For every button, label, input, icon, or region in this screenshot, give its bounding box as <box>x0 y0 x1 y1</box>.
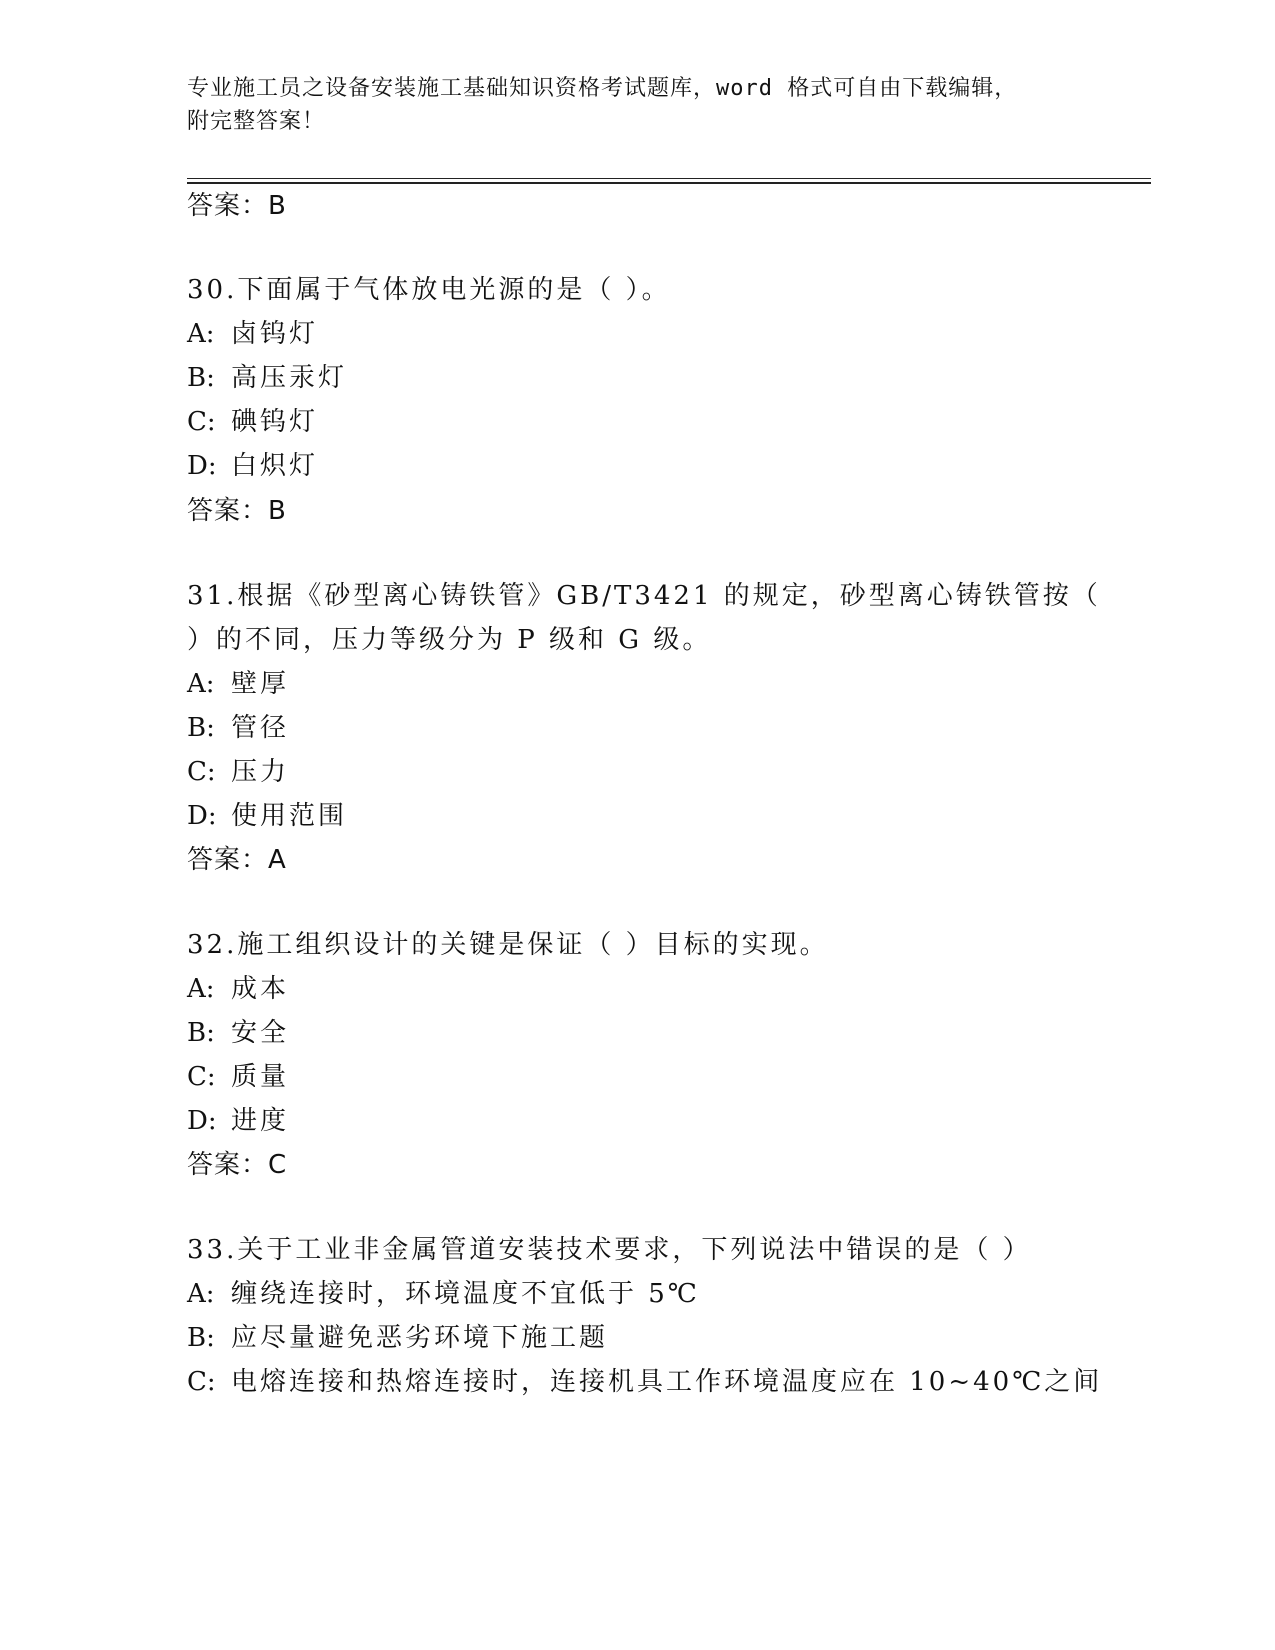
answer-29: 答案：B <box>187 191 287 221</box>
question-31-stem-line-1: 31.根据《砂型离心铸铁管》GB/T3421 的规定，砂型离心铸铁管按（ <box>187 581 1101 611</box>
question-33-option-a <box>187 1278 700 1310</box>
question-30-option-a <box>187 318 318 350</box>
option-letter: B: <box>187 363 215 393</box>
option-text: 安全 <box>231 1018 290 1048</box>
question-30-option-d <box>187 450 318 482</box>
question-32-option-c <box>187 1061 289 1093</box>
option-text: 电熔连接和热熔连接时，连接机具工作环境温度应在 10~40℃之间 <box>231 1367 1103 1397</box>
question-33-stem: 33.关于工业非金属管道安装技术要求，下列说法中错误的是（ ） <box>187 1235 1032 1265</box>
option-letter: D: <box>187 1106 217 1136</box>
option-letter: A: <box>187 319 215 349</box>
option-letter: A: <box>187 1279 215 1309</box>
option-letter: A: <box>187 669 215 699</box>
question-31-option-c <box>187 756 289 788</box>
question-32-option-a <box>187 973 289 1005</box>
header-divider-thick <box>187 182 1151 184</box>
option-text: 应尽量避免恶劣环境下施工题 <box>231 1323 609 1353</box>
answer-32: 答案：C <box>187 1150 288 1180</box>
option-text: 成本 <box>231 974 290 1004</box>
option-text: 缠绕连接时，环境温度不宜低于 5℃ <box>231 1279 700 1309</box>
question-33-option-c <box>187 1366 1102 1398</box>
option-text: 高压汞灯 <box>231 363 348 393</box>
header-line-1: 专业施工员之设备安装施工基础知识资格考试题库，word 格式可自由下载编辑， <box>187 76 1018 101</box>
answer-30: 答案：B <box>187 496 287 526</box>
question-30-option-b <box>187 362 347 394</box>
option-letter: D: <box>187 801 217 831</box>
option-text: 使用范围 <box>231 801 348 831</box>
option-text: 白炽灯 <box>231 451 319 481</box>
option-letter: A: <box>187 974 215 1004</box>
option-text: 卤钨灯 <box>231 319 319 349</box>
document-header <box>187 72 1087 138</box>
question-32-option-b <box>187 1017 289 1049</box>
header-divider-thin <box>187 178 1151 179</box>
option-letter: C: <box>187 407 216 437</box>
question-31-option-b <box>187 712 289 744</box>
option-text: 质量 <box>231 1062 290 1092</box>
question-31-option-d <box>187 800 347 832</box>
header-line-2: 附完整答案！ <box>187 109 326 134</box>
question-30-option-c <box>187 406 318 438</box>
question-32-stem: 32.施工组织设计的关键是保证（ ）目标的实现。 <box>187 930 829 960</box>
answer-31: 答案：A <box>187 845 287 875</box>
question-30-stem: 30.下面属于气体放电光源的是（ ）。 <box>187 275 671 305</box>
question-32-option-d <box>187 1105 289 1137</box>
question-31-stem-line-2: ）的不同，压力等级分为 P 级和 G 级。 <box>187 625 712 655</box>
option-text: 壁厚 <box>231 669 290 699</box>
question-33-option-b <box>187 1322 608 1354</box>
option-letter: C: <box>187 757 216 787</box>
option-letter: B: <box>187 1018 215 1048</box>
option-letter: C: <box>187 1367 216 1397</box>
option-text: 碘钨灯 <box>231 407 319 437</box>
option-letter: C: <box>187 1062 216 1092</box>
option-letter: B: <box>187 713 215 743</box>
option-text: 管径 <box>231 713 290 743</box>
question-31-option-a <box>187 668 289 700</box>
option-text: 压力 <box>231 757 290 787</box>
option-text: 进度 <box>231 1106 290 1136</box>
option-letter: D: <box>187 451 217 481</box>
option-letter: B: <box>187 1323 215 1353</box>
